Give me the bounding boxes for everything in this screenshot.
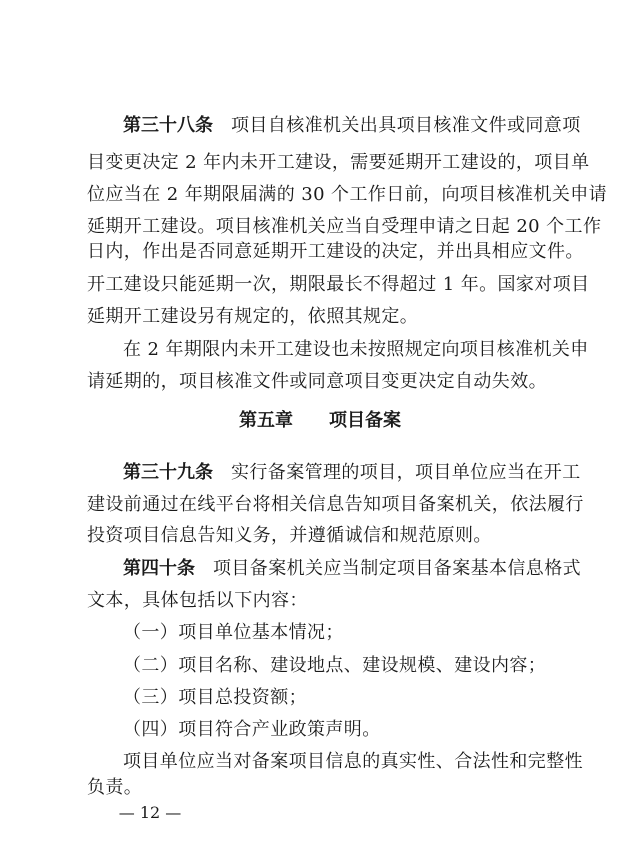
list-item: （二）项目名称、建设地点、建设规模、建设内容； xyxy=(123,655,547,676)
article-39-first-line xyxy=(123,461,581,485)
list-item: （三）项目总投资额； xyxy=(123,687,307,708)
article-39-line: 投资项目信息告知义务，并遵循诚信和规范原则。 xyxy=(87,525,492,546)
article-38-line: 位应当在 2 年期限届满的 30 个工作日前，向项目核准机关申请 xyxy=(87,184,608,205)
article-38-line: 目变更决定 2 年内未开工建设，需要延期开工建设的，项目单 xyxy=(87,152,590,173)
chapter-number: 第五章 xyxy=(239,410,293,431)
article-38-line: 延期开工建设。项目核准机关应当自受理申请之日起 20 个工作 xyxy=(87,216,602,237)
article-39-title: 第三十九条 xyxy=(123,462,213,483)
article-38-first-line xyxy=(123,114,581,138)
article-38-paragraph-2-line: 在 2 年期限内未开工建设也未按照规定向项目核准机关申 xyxy=(123,339,589,360)
list-item: （一）项目单位基本情况； xyxy=(123,622,344,643)
article-40-first-line xyxy=(123,557,581,581)
article-38-line: 日内，作出是否同意延期开工建设的决定，并出具相应文件。 xyxy=(87,241,584,262)
chapter-heading xyxy=(0,408,640,434)
article-40-line: 文本，具体包括以下内容： xyxy=(87,590,308,611)
article-38-line: 延期开工建设另有规定的，依照其规定。 xyxy=(87,306,419,327)
article-39-line: 实行备案管理的项目，项目单位应当在开工 xyxy=(231,462,581,483)
closing-line: 负责。 xyxy=(87,777,143,798)
article-40-line: 项目备案机关应当制定项目备案基本信息格式 xyxy=(213,558,581,579)
article-40-title: 第四十条 xyxy=(123,558,195,579)
chapter-title: 项目备案 xyxy=(329,410,401,431)
page-number: — 12 — xyxy=(118,803,182,822)
article-38-title: 第三十八条 xyxy=(123,115,213,136)
article-38-paragraph-2-line: 请延期的，项目核准文件或同意项目变更决定自动失效。 xyxy=(87,371,547,392)
list-item: （四）项目符合产业政策声明。 xyxy=(123,719,381,740)
article-39-line: 建设前通过在线平台将相关信息告知项目备案机关，依法履行 xyxy=(87,494,584,515)
closing-line: 项目单位应当对备案项目信息的真实性、合法性和完整性 xyxy=(123,751,583,772)
article-38-line: 项目自核准机关出具项目核准文件或同意项 xyxy=(231,115,581,136)
article-38-line: 开工建设只能延期一次，期限最长不得超过 1 年。国家对项目 xyxy=(87,274,590,295)
